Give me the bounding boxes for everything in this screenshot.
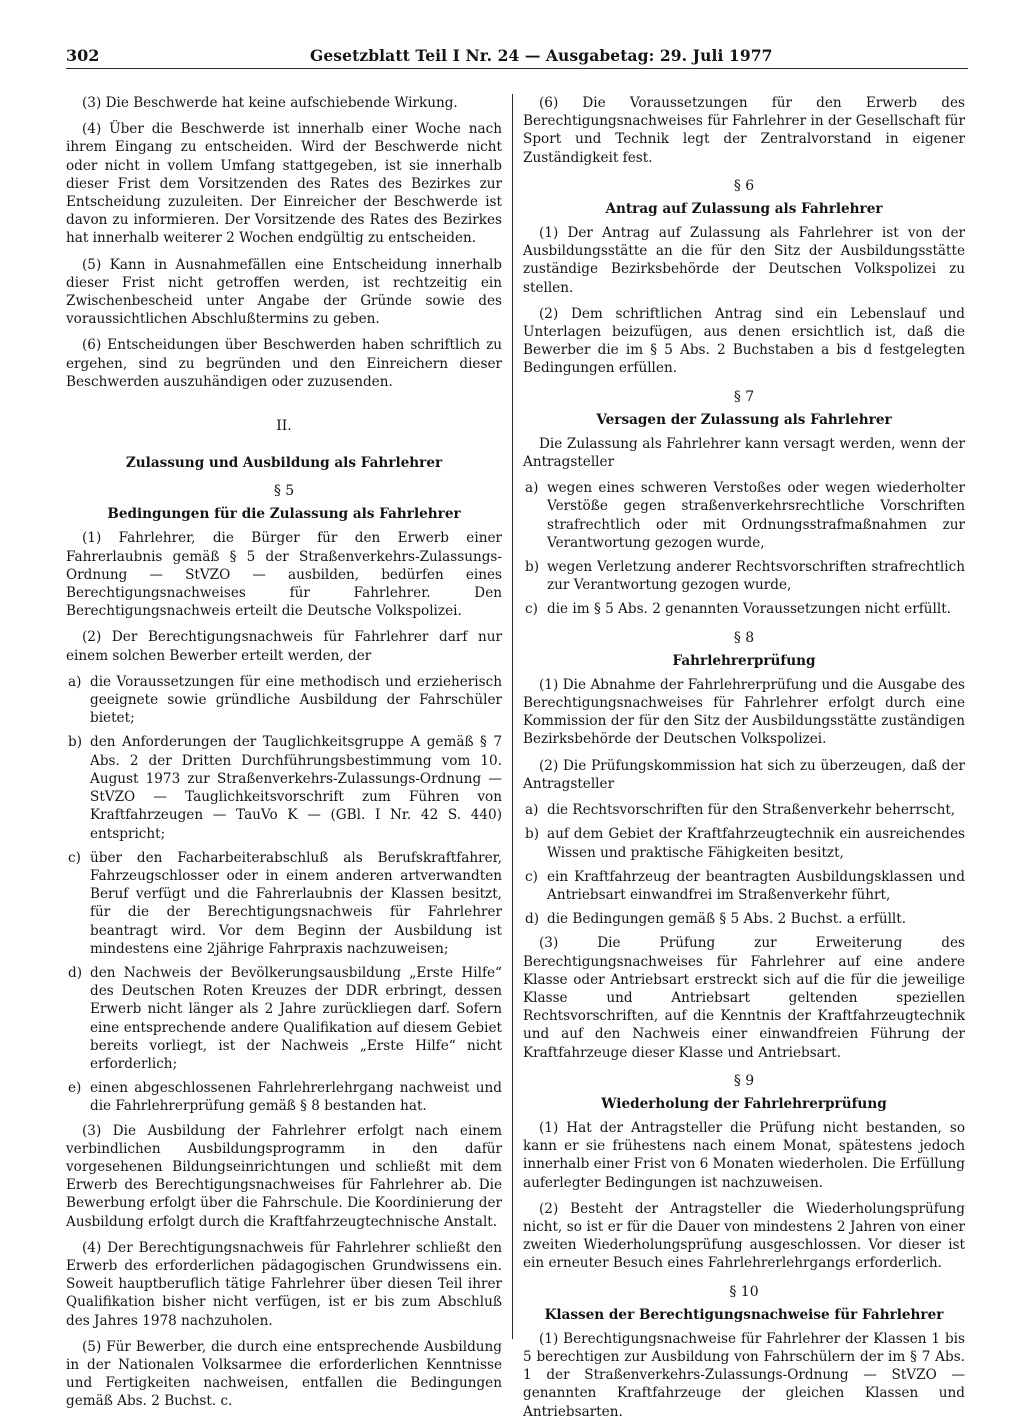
item-label: a) <box>525 802 539 819</box>
list-item <box>523 868 965 904</box>
section-title: Bedingungen für die Zulassung als Fahrlehrer <box>107 506 461 523</box>
item-label: a) <box>68 673 82 690</box>
header-rule <box>66 68 968 69</box>
list-item <box>66 673 502 728</box>
paragraph: (1) Hat der Antragsteller die Prüfung nicht bestanden, so kann er sie frühestens nach einem Monat, spätestens jedoch innerhalb einer Frist von 6 Monaten wiederholen. Die Erfüllung auferlegter Bedingungen ist nachzuweisen. <box>523 1119 965 1191</box>
paragraph: (2) Dem schriftlichen Antrag sind ein Lebenslauf und Unterlagen beizufügen, aus denen ersichtlich ist, daß die Bewerber die im § 5 Abs. 2 Buchstaben a bis d festgelegten Bedingungen erfüllen. <box>523 305 965 377</box>
paragraph: (2) Der Berechtigungsnachweis für Fahrlehrer darf nur einem solchen Bewerber erteilt werden, der <box>66 629 502 664</box>
section-mark: § 6 <box>733 177 755 194</box>
paragraph: (1) Der Antrag auf Zulassung als Fahrlehrer ist von der Ausbildungsstätte an die für den Sitz der Ausbildungsstätte zuständige Bezirksbehörde der Deutschen Volkspolizei zu stellen. <box>523 225 965 296</box>
paragraph: (2) Die Prüfungskommission hat sich zu überzeugen, daß der Antragsteller <box>523 757 965 792</box>
section-title: Versagen der Zulassung als Fahrlehrer <box>596 411 892 428</box>
item-text: ein Kraftfahrzeug der beantragten Ausbildungsklassen und Antriebsart einwandfrei im Straßenverkehr führt, <box>547 868 965 903</box>
list-item <box>66 849 502 958</box>
item-label: c) <box>68 849 81 866</box>
item-text: den Anforderungen der Tauglichkeitsgruppe A gemäß § 7 Abs. 2 der Dritten Durchführungsbestimmung vom 10. August 1973 zur Straßenverkehrs-Zulassungs-Ordnung — StVZO — Tauglichkeitsvorschrift zum Führen von Kraftfahrzeugen — TauVo K — (GBl. I Nr. 42 S. 440) entspricht; <box>90 734 502 842</box>
paragraph: (3) Die Ausbildung der Fahrlehrer erfolgt nach einem verbindlichen Ausbildungsprogramm in den dafür vorgesehenen Bildungseinrichtungen und schließt mit dem Erwerb des Berechtigungsnachweises für Fahrlehrer ab. Die Bewerbung erfolgt über die Fahrschule. Die Koordinierung der Ausbildung erfolgt durch die Kraftfahrzeugtechnische Anstalt. <box>66 1122 502 1230</box>
section-mark: § 7 <box>733 388 755 405</box>
item-label: b) <box>68 734 83 751</box>
paragraph: (5) Für Bewerber, die durch eine entsprechende Ausbildung in der Nationalen Volksarmee die erforderlichen Kenntnisse und Fertigkeiten nachweisen, entfallen die Bedingungen gemäß Abs. 2 Buchst. c. <box>66 1338 502 1410</box>
paragraph: (3) Die Prüfung zur Erweiterung des Berechtigungsnachweises für Fahrlehrer auf eine andere Klasse oder Antriebsart erstreckt sich auf die für die jeweilige Klasse und Antriebsart geltenden speziellen Rechtsvorschriften, auf die Kenntnis der Kraftfahrzeugtechnik und auf den Nachweis einer einwandfreien Führung der Kraftfahrzeuge dieser Klasse und Antriebsart. <box>523 935 965 1061</box>
section-mark: § 8 <box>733 629 755 646</box>
right-column <box>523 94 965 1420</box>
item-label: d) <box>68 964 83 981</box>
item-text: den Nachweis der Bevölkerungsausbildung „Erste Hilfe“ des Deutschen Roten Kreuzes der DDR erbringt, dessen Erwerb nicht länger als 2 Jahre zurückliegen darf. Sofern eine entsprechende andere Qualifikation auf diesem Gebiet bereits vorliegt, ist der Nachweis „Erste Hilfe“ nicht erforderlich; <box>90 964 502 1072</box>
item-label: c) <box>525 601 538 618</box>
item-label: d) <box>525 911 540 928</box>
paragraph: (6) Entscheidungen über Beschwerden haben schriftlich zu ergehen, sind zu begründen und den Einreichern dieser Beschwerden auszuhändigen oder zuzusenden. <box>66 337 502 390</box>
item-text: über den Facharbeiterabschluß als Berufskraftfahrer, Fahrzeugschlosser oder in einem anderen artverwandten Beruf verfügt und die Fahrerlaubnis der Klassen besitzt, für die der Berechtigungsnachweis für Fahrlehrer beantragt wird. Vor dem Beginn der Ausbildung ist mindestens eine 2jährige Fahrpraxis nachzuweisen; <box>90 849 502 957</box>
item-text: die Voraussetzungen für eine methodisch und erzieherisch geeignete sowie gründliche Ausbildung der Fahrschüler bietet; <box>90 673 502 727</box>
list-item <box>523 600 965 618</box>
item-label: b) <box>525 826 540 843</box>
chapter-title: Zulassung und Ausbildung als Fahrlehrer <box>125 455 443 472</box>
section-title: Antrag auf Zulassung als Fahrlehrer <box>605 200 883 217</box>
list-item <box>523 801 965 819</box>
list-item <box>523 558 965 594</box>
item-label: c) <box>525 868 538 885</box>
paragraph: (2) Besteht der Antragsteller die Wiederholungsprüfung nicht, so ist er für die Dauer von mindestens 2 Jahren von einer zweiten Wiederholungsprüfung ausgeschlossen. Vor dieser ist ein erneuter Besuch eines Fahrlehrerlehrgangs erforderlich. <box>523 1200 965 1272</box>
item-label: b) <box>525 559 540 576</box>
item-text: auf dem Gebiet der Kraftfahrzeugtechnik ein ausreichendes Wissen und praktische Fähigkeiten besitzt, <box>547 826 965 861</box>
item-text: einen abgeschlossenen Fahrlehrerlehrgang nachweist und die Fahrlehrerprüfung gemäß § 8 bestanden hat. <box>90 1080 502 1115</box>
item-label: e) <box>68 1080 82 1097</box>
section-mark: § 9 <box>733 1072 755 1089</box>
item-text: wegen eines schweren Verstoßes oder wegen wiederholter Verstöße gegen straßenverkehrsrechtliche Vorschriften strafrechtlich oder mit Ordnungsstrafmaßnahmen zur Verantwortung gezogen wurde, <box>547 480 965 551</box>
paragraph: (1) Die Abnahme der Fahrlehrerprüfung und die Ausgabe des Berechtigungsnachweises für Fahrlehrer erfolgt durch eine Kommission der für den Sitz der Ausbildungsstätte zuständigen Bezirksbehörde der Deutschen Volkspolizei. <box>523 676 965 748</box>
paragraph: (5) Kann in Ausnahmefällen eine Entscheidung innerhalb dieser Frist nicht getroffen werden, ist rechtzeitig ein Zwischenbescheid unter Angabe der Gründe sowie des voraussichtlichen Abschlußtermins zu geben. <box>66 256 502 328</box>
item-text: die Rechtsvorschriften für den Straßenverkehr beherrscht, <box>547 802 956 819</box>
paragraph: (1) Berechtigungsnachweise für Fahrlehrer der Klassen 1 bis 5 berechtigen zur Ausbildung von Fahrschülern der im § 7 Abs. 1 der Straßenverkehrs-Zulassungs-Ordnung — StVZO — genannten Kraftfahrzeuge der gleichen Klassen und Antriebsarten. <box>523 1330 965 1420</box>
list-item <box>523 479 965 552</box>
paragraph: (4) Der Berechtigungsnachweis für Fahrlehrer schließt den Erwerb des erforderlichen pädagogischen Grundwissens ein. Soweit hauptberuflich tätige Fahrlehrer über diesen Teil ihrer Qualifikation bisher nicht verfügen, ist er bis zum Abschluß des Jahres 1978 nachzuholen. <box>66 1239 502 1329</box>
chapter-number: II. <box>276 418 292 435</box>
running-head: Gesetzblatt Teil I Nr. 24 — Ausgabetag: 29. Juli 1977 <box>310 46 773 65</box>
paragraph: Die Zulassung als Fahrlehrer kann versagt werden, wenn der Antragsteller <box>523 435 965 471</box>
paragraph: (3) Die Beschwerde hat keine aufschiebende Wirkung. <box>82 95 458 111</box>
list-item <box>66 964 502 1073</box>
column-divider <box>512 94 513 1339</box>
page-header <box>0 0 1024 94</box>
left-column <box>66 94 502 1410</box>
list-item <box>523 910 965 928</box>
item-text: die im § 5 Abs. 2 genannten Voraussetzungen nicht erfüllt. <box>547 601 951 618</box>
paragraph: (1) Fahrlehrer, die Bürger für den Erwerb einer Fahrerlaubnis gemäß § 5 der Straßenverkehrs-Zulassungs-Ordnung — StVZO — ausbilden, bedürfen eines Berechtigungsnachweises für Fahrlehrer. Den Berechtigungsnachweis erteilt die Deutsche Volkspolizei. <box>66 530 502 620</box>
item-label: a) <box>525 480 539 497</box>
page-number: 302 <box>66 46 100 65</box>
list-item <box>66 1079 502 1115</box>
section-title: Fahrlehrerprüfung <box>672 652 816 669</box>
section-mark: § 10 <box>729 1283 759 1300</box>
paragraph: (6) Die Voraussetzungen für den Erwerb des Berechtigungsnachweises für Fahrlehrer in der Gesellschaft für Sport und Technik legt der Zentralvorstand in eigener Zuständigkeit fest. <box>523 95 965 166</box>
paragraph: (4) Über die Beschwerde ist innerhalb einer Woche nach ihrem Eingang zu entscheiden. Wird der Beschwerde nicht oder nicht in vollem Umfang stattgegeben, ist sie innerhalb dieser Frist dem Vorsitzenden des Rates des Bezirkes zur Entscheidung zuzuleiten. Der Einreicher der Beschwerde ist davon zu informieren. Der Vorsitzende des Rates des Bezirkes hat innerhalb weiterer 2 Wochen endgültig zu entscheiden. <box>66 121 502 247</box>
item-text: die Bedingungen gemäß § 5 Abs. 2 Buchst. a erfüllt. <box>547 911 907 928</box>
section-title: Klassen der Berechtigungsnachweise für Fahrlehrer <box>544 1306 944 1323</box>
list-item <box>523 825 965 861</box>
section-mark: § 5 <box>273 483 295 500</box>
section-title: Wiederholung der Fahrlehrerprüfung <box>601 1095 887 1112</box>
item-text: wegen Verletzung anderer Rechtsvorschriften strafrechtlich zur Verantwortung gezogen wurde, <box>547 559 965 594</box>
list-item <box>66 733 502 842</box>
